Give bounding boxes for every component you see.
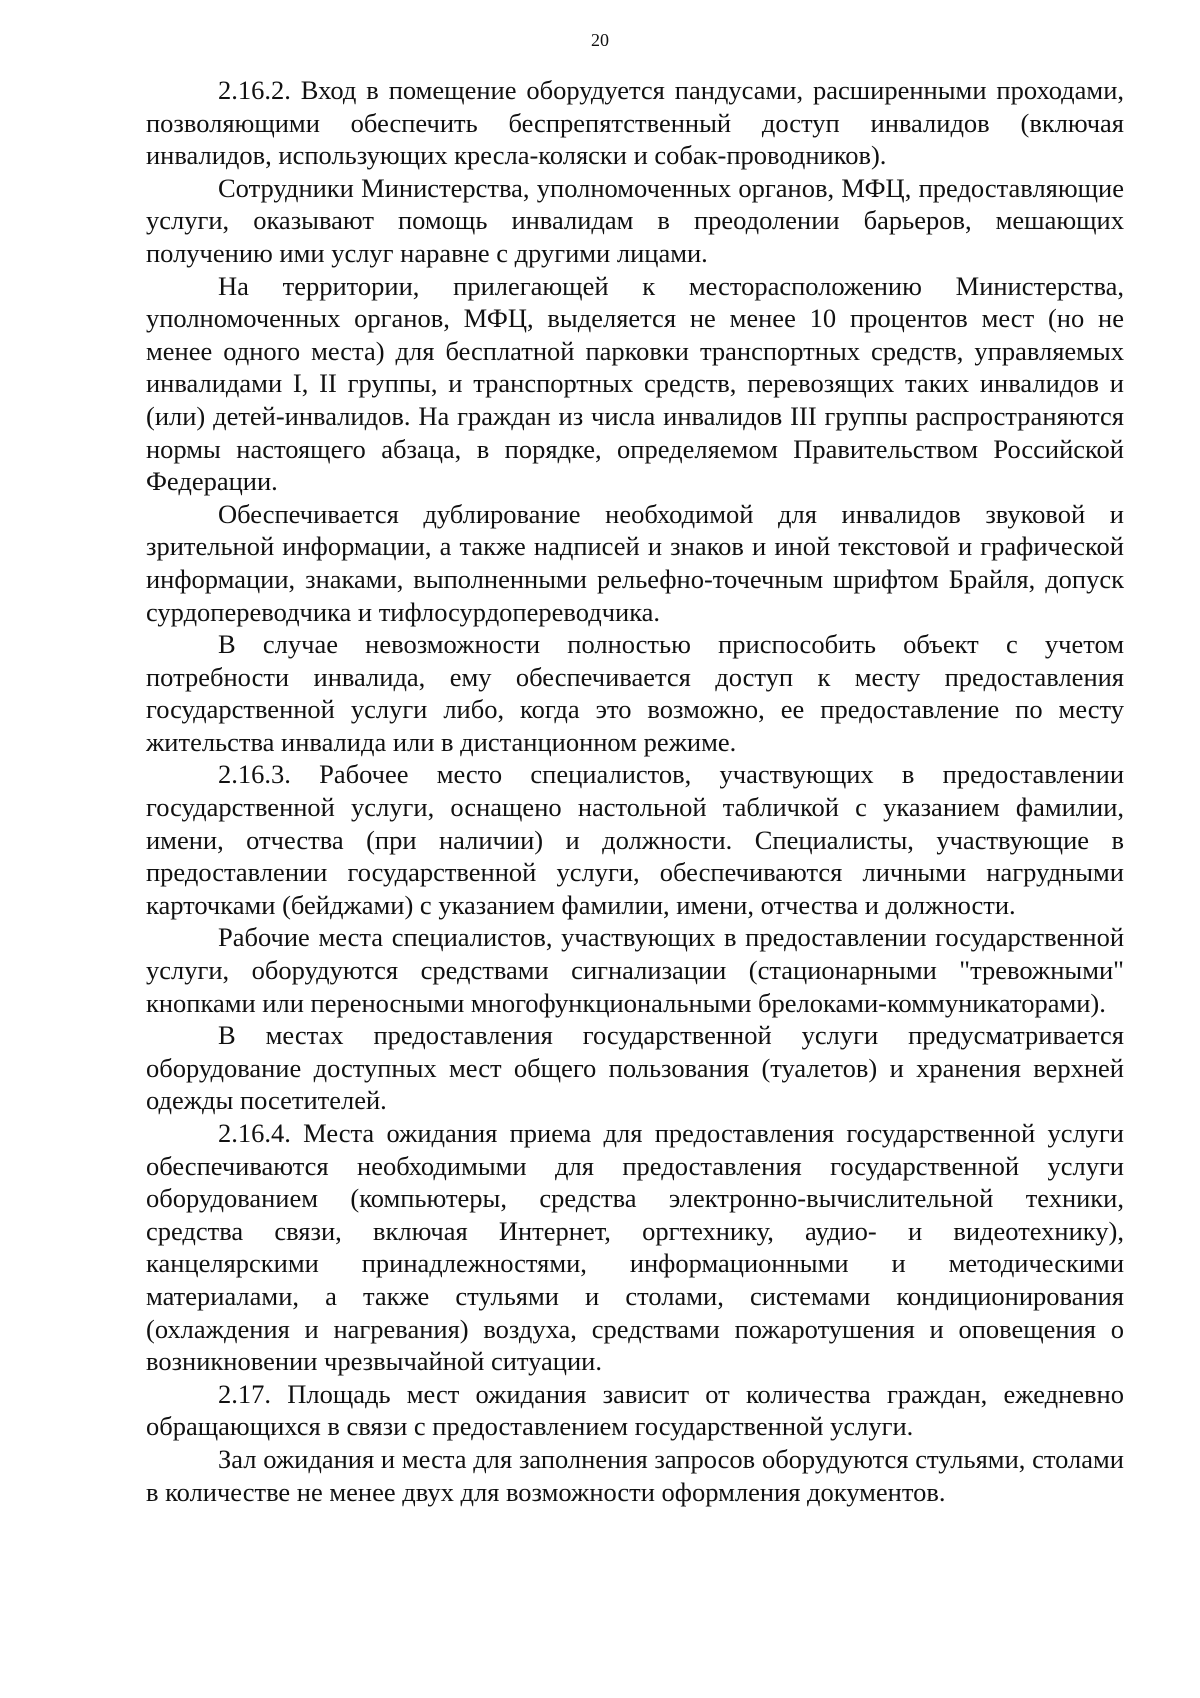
paragraph-parking: На территории, прилегающей к месторасположению Министерства, уполномоченных органов, МФЦ, выделяется не менее 10 процентов мест (но не менее одного места) для бесплатной парковки транспортных средств, управляемых инвалидами I, II группы, и транспортных средств, перевозящих таких инвалидов и (или) детей-инвалидов. На граждан из числа инвалидов III группы распространяются нормы настоящего абзаца, в порядке, определяемом Правительством Российской Федерации. [146, 270, 1124, 497]
page-number: 20 [591, 30, 609, 50]
document-body [146, 74, 1124, 1508]
paragraph-2-17: 2.17. Площадь мест ожидания зависит от количества граждан, ежедневно обращающихся в связи с предоставлением государственной услуги. [146, 1378, 1124, 1442]
paragraph-2-16-3: 2.16.3. Рабочее место специалистов, участвующих в предоставлении государственной услуги, оснащено настольной табличкой с указанием фамилии, имени, отчества (при наличии) и должности. Специалисты, участвующие в предоставлении государственной услуги, обеспечиваются личными нагрудными карточками (бейджами) с указанием фамилии, имени, отчества и должности. [146, 759, 1124, 920]
paragraph-staff-assistance: Сотрудники Министерства, уполномоченных органов, МФЦ, предоставляющие услуги, оказывают помощь инвалидам в преодолении барьеров, мешающих получению ими услуг наравне с другими лицами. [146, 172, 1124, 268]
paragraph-2-16-4: 2.16.4. Места ожидания приема для предоставления государственной услуги обеспечиваются необходимыми для предоставления государственной услуги оборудованием (компьютеры, средства электронно-вычислительной техники, средства связи, включая Интернет, оргтехнику, аудио- и видеотехнику), канцелярскими принадлежностями, информационными и методическими материалами, а также стульями и столами, системами кондиционирования (охлаждения и нагревания) воздуха, средствами пожаротушения и оповещения о возникновении чрезвычайной ситуации. [146, 1118, 1124, 1377]
paragraph-alarm-equipment: Рабочие места специалистов, участвующих в предоставлении государственной услуги, оборудуются средствами сигнализации (стационарными "тревожными" кнопками или переносными многофункциональными брелоками-коммуникаторами). [146, 922, 1124, 1018]
paragraph-braille-information: Обеспечивается дублирование необходимой для инвалидов звуковой и зрительной информации, а также надписей и знаков и иной текстовой и графической информации, знаками, выполненными рельефно-точечным шрифтом Брайля, допуск сурдопереводчика и тифлосурдопереводчика. [146, 498, 1124, 627]
paragraph-public-facilities: В местах предоставления государственной услуги предусматривается оборудование доступных мест общего пользования (туалетов) и хранения верхней одежды посетителей. [146, 1020, 1124, 1116]
paragraph-remote-service: В случае невозможности полностью приспособить объект с учетом потребности инвалида, ему обеспечивается доступ к месту предоставления государственной услуги либо, когда это возможно, ее предоставление по месту жительства инвалида или в дистанционном режиме. [146, 629, 1124, 757]
paragraph-waiting-hall: Зал ожидания и места для заполнения запросов оборудуются стульями, столами в количестве не менее двух для возможности оформления документов. [146, 1443, 1124, 1507]
paragraph-2-16-2: 2.16.2. Вход в помещение оборудуется пандусами, расширенными проходами, позволяющими обеспечить беспрепятственный доступ инвалидов (включая инвалидов, использующих кресла-коляски и собак-проводников). [146, 75, 1124, 171]
